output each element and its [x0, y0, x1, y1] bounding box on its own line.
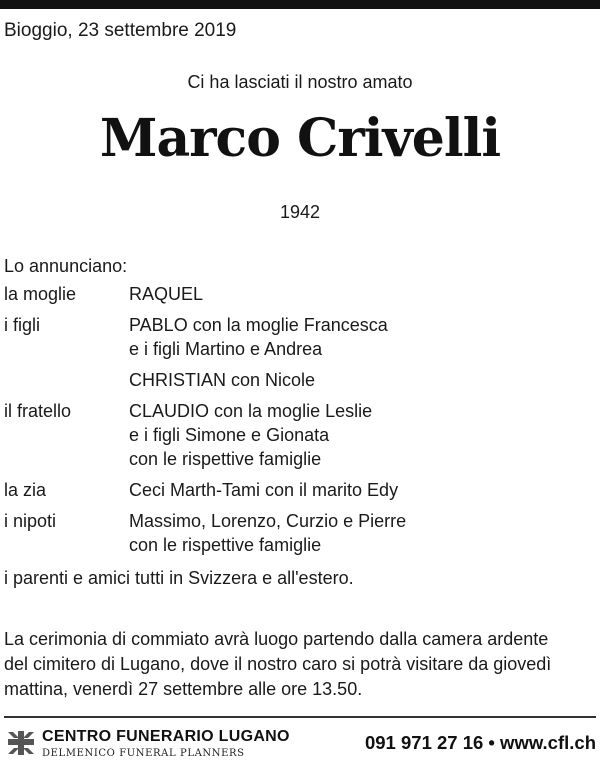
intro-text: Ci ha lasciati il nostro amato [187, 72, 413, 92]
name-line: e i figli Simone e Gionata [129, 425, 330, 445]
contact-info: 091 971 27 16 • www.cfl.ch [364, 732, 596, 753]
company-tagline: DELMENICO FUNERAL PLANNERS [42, 748, 245, 759]
relation-names [129, 282, 203, 306]
relation-label: la moglie [4, 284, 77, 304]
relation-names [129, 478, 398, 502]
relation-label: i nipoti [4, 511, 57, 531]
cross-logo-icon [6, 730, 36, 756]
name-line: CHRISTIAN con Nicole [129, 370, 316, 390]
announcers-label: Lo annunciano: [4, 256, 128, 276]
name-line: RAQUEL [129, 284, 204, 304]
funeral-home-footer [4, 724, 596, 764]
family-row-aunt [4, 478, 596, 502]
name-line: Massimo, Lorenzo, Curzio e Pierre [129, 511, 407, 531]
relation-names [129, 509, 406, 557]
ceremony-line: mattina, venerdì 27 settembre alle ore 13.50. [4, 679, 363, 699]
relation-label: i figli [4, 315, 41, 335]
family-row-brother [4, 399, 596, 471]
deceased-name: Marco Crivelli [99, 108, 501, 169]
company-name: CENTRO FUNERARIO LUGANO [42, 728, 290, 745]
family-row-wife [4, 282, 596, 306]
name-line: CLAUDIO con la moglie Leslie [129, 401, 373, 421]
name-line: con le rispettive famiglie [129, 535, 322, 555]
relation-names [129, 399, 372, 471]
footer-divider [4, 716, 596, 718]
ceremony-line: La cerimonia di commiato avrà luogo partendo dalla camera ardente [4, 629, 549, 649]
place-date: Bioggio, 23 settembre 2019 [4, 20, 237, 41]
line-spacer [129, 361, 388, 368]
name-line: con le rispettive famiglie [129, 449, 322, 469]
family-row-grandchildren [4, 509, 596, 557]
birth-year: 1942 [279, 202, 321, 222]
ceremony-text [4, 627, 596, 702]
name-line: e i figli Martino e Andrea [129, 339, 323, 359]
family-row-children [4, 313, 596, 392]
relation-label: la zia [4, 480, 47, 500]
name-line: PABLO con la moglie Francesca [129, 315, 388, 335]
top-border-bar [0, 0, 600, 9]
closing-line: i parenti e amici tutti in Svizzera e all'estero. [4, 568, 354, 588]
relation-names [129, 313, 388, 392]
ceremony-line: del cimitero di Lugano, dove il nostro caro si potrà visitare da giovedì [4, 654, 552, 674]
name-line: Ceci Marth-Tami con il marito Edy [129, 480, 399, 500]
relation-label: il fratello [4, 401, 72, 421]
family-list [4, 282, 596, 564]
